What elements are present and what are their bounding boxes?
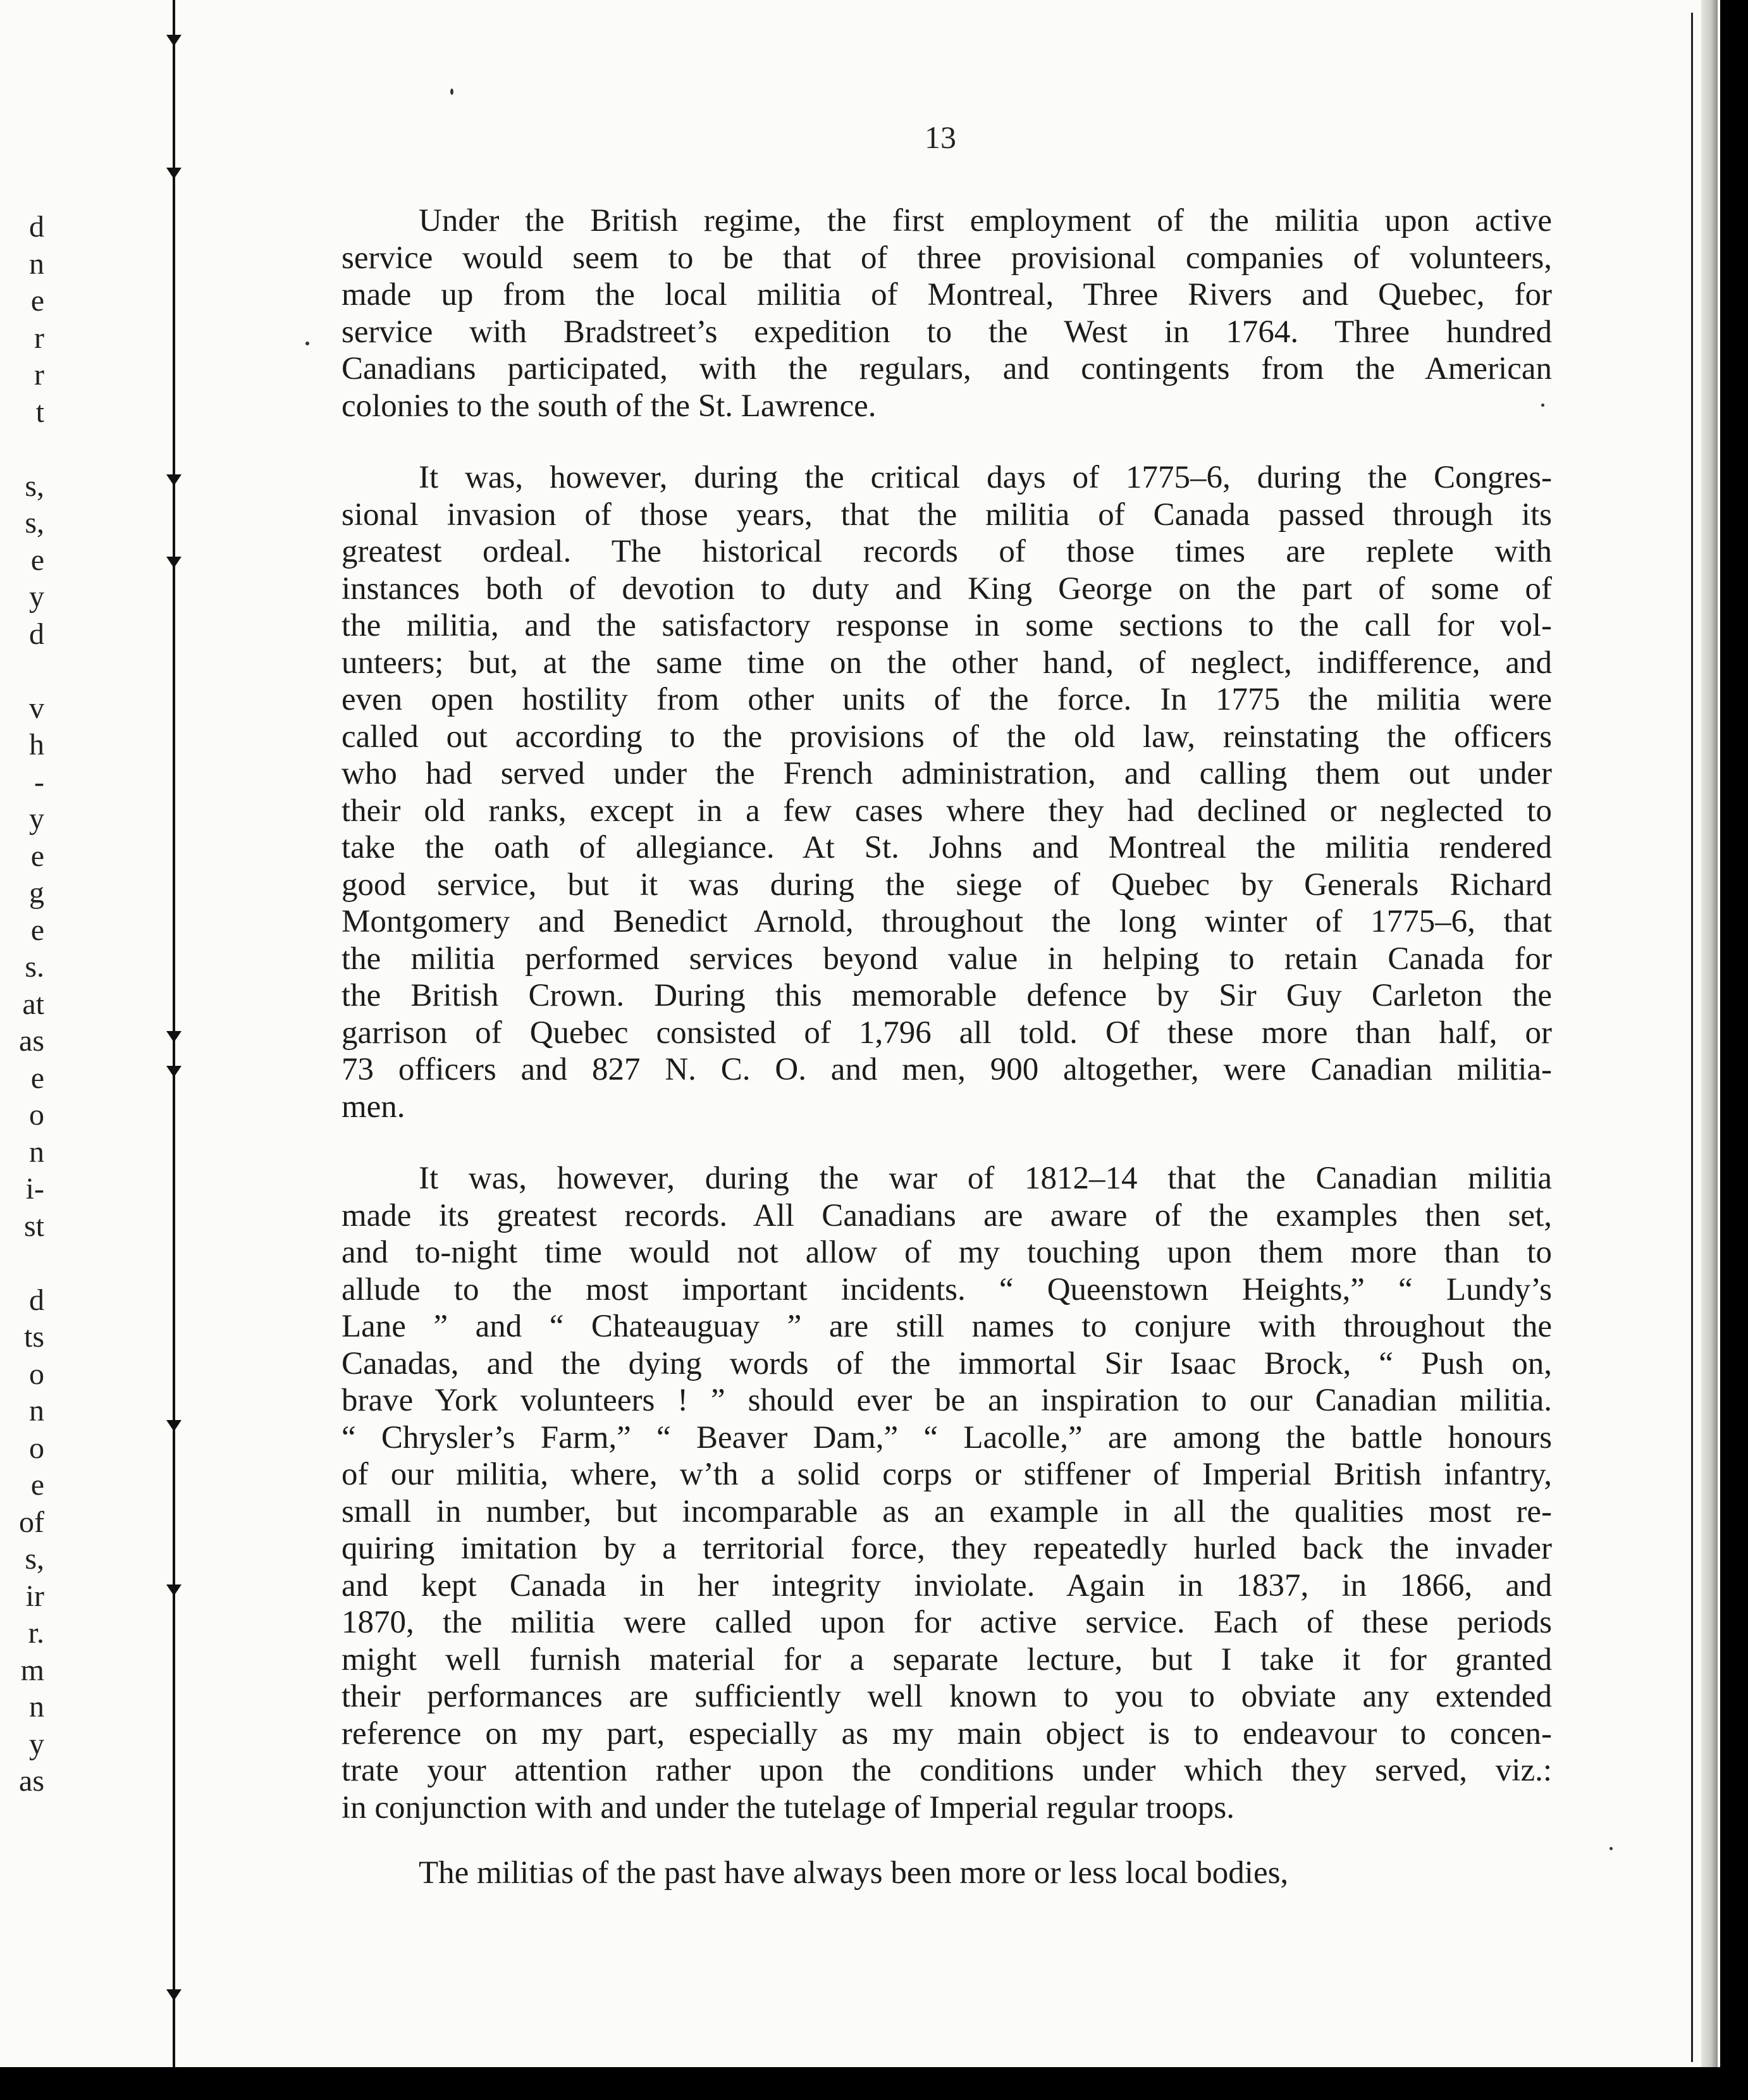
text-line: Under the British regime, the first employment of the militia upon active — [419, 203, 1552, 238]
text-line: sional invasion of those years, that the militia of Canada passed through its — [342, 497, 1552, 533]
text-line: even open hostility from other units of the force. In 1775 the militia were — [342, 682, 1552, 717]
text-line: take the oath of allegiance. At St. Johns and Montreal the militia rendered — [342, 830, 1552, 865]
speck — [305, 342, 309, 345]
text-line: trate your attention rather upon the conditions under which they served, viz.: — [342, 1753, 1552, 1788]
margin-fragment: m — [20, 1653, 44, 1687]
margin-fragment: h — [29, 728, 44, 762]
text-line: instances both of devotion to duty and King George on the part of some of — [342, 571, 1552, 607]
margin-fragment: n — [29, 1135, 44, 1169]
margin-fragment: e — [30, 839, 44, 873]
paragraph — [342, 1160, 1552, 1826]
margin-fragment: e — [30, 543, 44, 577]
margin-fragment: o — [29, 1098, 44, 1132]
text-line: The militias of the past have always been more or less local bodies, — [419, 1855, 1289, 1891]
binding-stitch-mark — [164, 1066, 184, 1077]
text-line: reference on my part, especially as my main object is to endeavour to concen- — [342, 1715, 1552, 1751]
margin-fragment: n — [29, 1690, 44, 1724]
text-line: “ Chrysler’s Farm,” “ Beaver Dam,” “ Lacolle,” are among the battle honours — [342, 1419, 1552, 1455]
text-line: the British Crown. During this memorable defence by Sir Guy Carleton the — [342, 978, 1552, 1013]
margin-fragment: g — [29, 876, 44, 910]
text-line: service would seem to be that of three provisional companies of volunteers, — [342, 240, 1552, 276]
text-line: garrison of Quebec consisted of 1,796 all told. Of these more than half, or — [342, 1015, 1552, 1051]
speck — [450, 89, 453, 95]
page-edge-line — [1691, 13, 1693, 2062]
margin-fragment — [0, 1245, 44, 1282]
text-line: 73 officers and 827 N. C. O. and men, 900 altogether, were Canadian militia- — [342, 1052, 1552, 1087]
margin-fragment: d — [29, 1283, 44, 1317]
text-line: made up from the local militia of Montreal, Three Rivers and Quebec, for — [342, 277, 1552, 312]
text-line: It was, however, during the critical days of 1775–6, during the Congres- — [419, 460, 1552, 495]
binding-stitch-mark — [164, 1584, 184, 1596]
margin-fragment: e — [30, 913, 44, 947]
margin-fragment: ts — [23, 1320, 44, 1354]
text-line: might well furnish material for a separate lecture, but I take it for granted — [342, 1641, 1552, 1677]
binding-stitch-mark — [164, 35, 184, 46]
binding-stitch-mark — [164, 474, 184, 486]
speck — [1610, 1847, 1613, 1850]
text-line: good service, but it was during the siege of Quebec by Generals Richard — [342, 867, 1552, 903]
margin-fragment: s. — [25, 950, 44, 984]
text-line: quiring imitation by a territorial force, they repeatedly hurled back the invader — [342, 1531, 1552, 1566]
binding-stitch-mark — [164, 168, 184, 179]
margin-fragment: s, — [25, 506, 44, 540]
text-line: the militia, and the satisfactory response in some sections to the call for vol- — [342, 608, 1552, 643]
binding-stitch-mark — [164, 557, 184, 568]
page-edge-shadow — [1701, 0, 1718, 2067]
text-line: colonies to the south of the St. Lawrence. — [342, 388, 877, 424]
margin-fragment: e — [30, 284, 44, 318]
margin-fragment: e — [30, 1468, 44, 1502]
paragraph — [342, 1855, 1552, 1892]
margin-fragment: st — [23, 1209, 44, 1243]
text-line: 1870, the militia were called upon for active service. Each of these periods — [342, 1605, 1552, 1640]
margin-fragment: o — [29, 1357, 44, 1391]
text-line: of our militia, where, w’th a solid corps or stiffener of Imperial British infantry, — [342, 1457, 1552, 1492]
text-line: Canadas, and the dying words of the immortal Sir Isaac Brock, “ Push on, — [342, 1345, 1552, 1381]
text-line: It was, however, during the war of 1812–14 that the Canadian militia — [419, 1161, 1552, 1196]
margin-fragment: y — [29, 802, 44, 836]
text-line: unteers; but, at the same time on the other hand, of neglect, indifference, and — [342, 645, 1552, 681]
text-line: in conjunction with and under the tutelage of Imperial regular troops. — [342, 1789, 1234, 1825]
page-number: 13 — [925, 120, 956, 155]
margin-fragment: y — [29, 580, 44, 614]
margin-fragment: r. — [28, 1616, 44, 1650]
text-line: allude to the most important incidents. “ Queenstown Heights,” “ Lundy’s — [342, 1271, 1552, 1307]
text-line: brave York volunteers ! ” should ever be an inspiration to our Canadian militia. — [342, 1383, 1552, 1418]
facing-page-margin — [0, 209, 44, 1800]
text-line: and to-night time would not allow of my touching upon them more than to — [342, 1235, 1552, 1270]
margin-fragment: i- — [25, 1172, 44, 1206]
margin-fragment: at — [22, 987, 44, 1021]
margin-fragment: s, — [25, 1542, 44, 1576]
margin-fragment: of — [19, 1505, 44, 1539]
text-line: Montgomery and Benedict Arnold, throughout the long winter of 1775–6, that — [342, 904, 1552, 939]
text-line: called out according to the provisions of the old law, reinstating the officers — [342, 719, 1552, 755]
paragraph — [342, 459, 1552, 1125]
margin-fragment — [0, 653, 44, 690]
paragraph — [342, 202, 1552, 424]
text-line: and kept Canada in her integrity inviolate. Again in 1837, in 1866, and — [342, 1567, 1552, 1603]
margin-fragment: ir — [25, 1579, 44, 1613]
margin-fragment: v — [29, 691, 44, 725]
binding-stitch-mark — [164, 1420, 184, 1431]
margin-fragment: s, — [25, 469, 44, 503]
margin-fragment: e — [30, 1061, 44, 1095]
text-line: service with Bradstreet’s expedition to the West in 1764. Three hundred — [342, 314, 1552, 350]
text-line: men. — [342, 1089, 405, 1125]
margin-fragment: t — [35, 395, 44, 429]
text-line: the militia performed services beyond value in helping to retain Canada for — [342, 941, 1552, 977]
margin-fragment: r — [34, 358, 44, 392]
margin-fragment: n — [29, 1394, 44, 1428]
text-line: made its greatest records. All Canadians are aware of the examples then set, — [342, 1197, 1552, 1233]
text-line: small in number, but incomparable as an example in all the qualities most re- — [342, 1493, 1552, 1529]
text-line: Lane ” and “ Chateauguay ” are still names to conjure with throughout the — [342, 1309, 1552, 1344]
margin-fragment: o — [29, 1431, 44, 1465]
margin-fragment: d — [29, 210, 44, 244]
margin-fragment — [0, 431, 44, 468]
text-line: their performances are sufficiently well known to you to obviate any extended — [342, 1679, 1552, 1714]
text-line: greatest ordeal. The historical records of those times are replete with — [342, 534, 1552, 569]
margin-fragment: - — [34, 765, 44, 799]
margin-fragment: as — [19, 1764, 44, 1798]
margin-fragment: as — [19, 1024, 44, 1058]
text-line: who had served under the French administration, and calling them out under — [342, 756, 1552, 791]
binding-stitch-mark — [164, 1031, 184, 1042]
margin-fragment: y — [29, 1727, 44, 1761]
text-line: their old ranks, except in a few cases where they had declined or neglected to — [342, 793, 1552, 829]
margin-fragment: d — [29, 617, 44, 651]
margin-fragment: n — [29, 247, 44, 281]
body-text — [342, 202, 1552, 1892]
text-line: Canadians participated, with the regulars, and contingents from the American — [342, 351, 1552, 386]
binding-stitch-mark — [164, 1989, 184, 2001]
margin-fragment: r — [34, 321, 44, 355]
